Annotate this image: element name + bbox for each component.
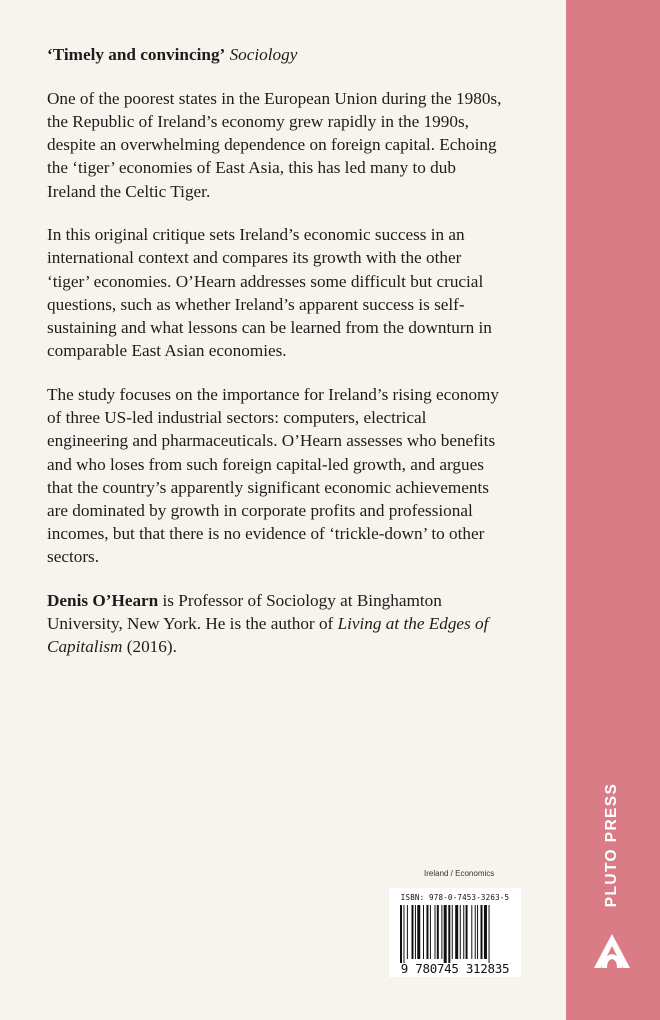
barcode-digits: 9 780745 312835	[400, 961, 510, 976]
barcode-bar	[412, 905, 414, 959]
barcode-bar	[415, 905, 416, 959]
isbn-label: ISBN: 978-0-7453-3263-5	[400, 893, 510, 902]
category-label: Ireland / Economics	[424, 869, 495, 878]
author-name: Denis O’Hearn	[47, 591, 159, 611]
barcode-bar	[471, 905, 472, 959]
pluto-press-logo-icon	[590, 932, 634, 972]
description-paragraph-1: One of the poorest states in the European Union during the 1980s, the Republic of Ireland’s economy grew rapidly in the 1990s, despite an overwhelming dependence on foreign capital. Echoing the ‘tiger’ economies of East Asia, this has led many to dub Ireland the Celtic Tiger.	[47, 88, 502, 201]
barcode-bar	[452, 905, 453, 959]
barcode-bar	[430, 905, 431, 959]
barcode-bar	[437, 905, 439, 959]
barcode-bar	[403, 905, 404, 963]
description-paragraph-2: In this original critique sets Ireland’s economic success in an international context and compares its growth with the other ‘tiger’ economies. O’Hearn addresses some difficult but crucial questions, such as whether Ireland’s apparent success is self-sustaining and what lessons can be learned from the downturn in comparable East Asian economies.	[47, 225, 492, 361]
barcode-bar	[400, 905, 402, 963]
barcode-bar	[484, 905, 487, 959]
barcode-bar	[460, 905, 461, 959]
barcode-bar	[441, 905, 442, 959]
barcode-bar	[477, 905, 478, 959]
cover-text	[47, 43, 507, 679]
barcode-bar	[463, 905, 464, 959]
barcode-bar	[466, 905, 468, 959]
description-paragraph-3: The study focuses on the importance for Ireland’s rising economy of three US-led industrial sectors: computers, electrical engineering and pharmaceuticals. O’Hearn assesses who benefits and who loses from such foreign capital-led growth, and argues that the country’s apparently significant economic achievements are dominated by growth in corporate profits and professional incomes, but that there is no evidence of ‘trickle-down’ to other sectors.	[47, 384, 500, 567]
barcode-bar	[435, 905, 436, 959]
barcode-bar	[417, 905, 420, 959]
quote-source: Sociology	[229, 45, 298, 64]
barcode-bar	[407, 905, 408, 959]
barcode-bar	[444, 905, 447, 963]
review-quote	[47, 43, 507, 66]
barcode-bar	[489, 905, 490, 963]
barcode-bar	[455, 905, 458, 959]
barcode-bar	[475, 905, 476, 959]
barcode	[389, 888, 521, 977]
barcode-bar	[448, 905, 450, 963]
author-bio-text: is Professor of Sociology at Binghamton University, New York. He is the author of	[47, 591, 442, 634]
barcode-bar	[423, 905, 424, 959]
quote-text: ‘Timely and convincing’	[47, 45, 226, 64]
author-book-title: Living at the Edges of Capitalism	[47, 614, 489, 657]
author-bio	[47, 589, 507, 659]
barcode-bar	[481, 905, 483, 959]
barcode-bar	[426, 905, 428, 959]
publisher-name: PLUTO PRESS	[603, 782, 620, 908]
author-bio-year: (2016).	[122, 637, 177, 657]
